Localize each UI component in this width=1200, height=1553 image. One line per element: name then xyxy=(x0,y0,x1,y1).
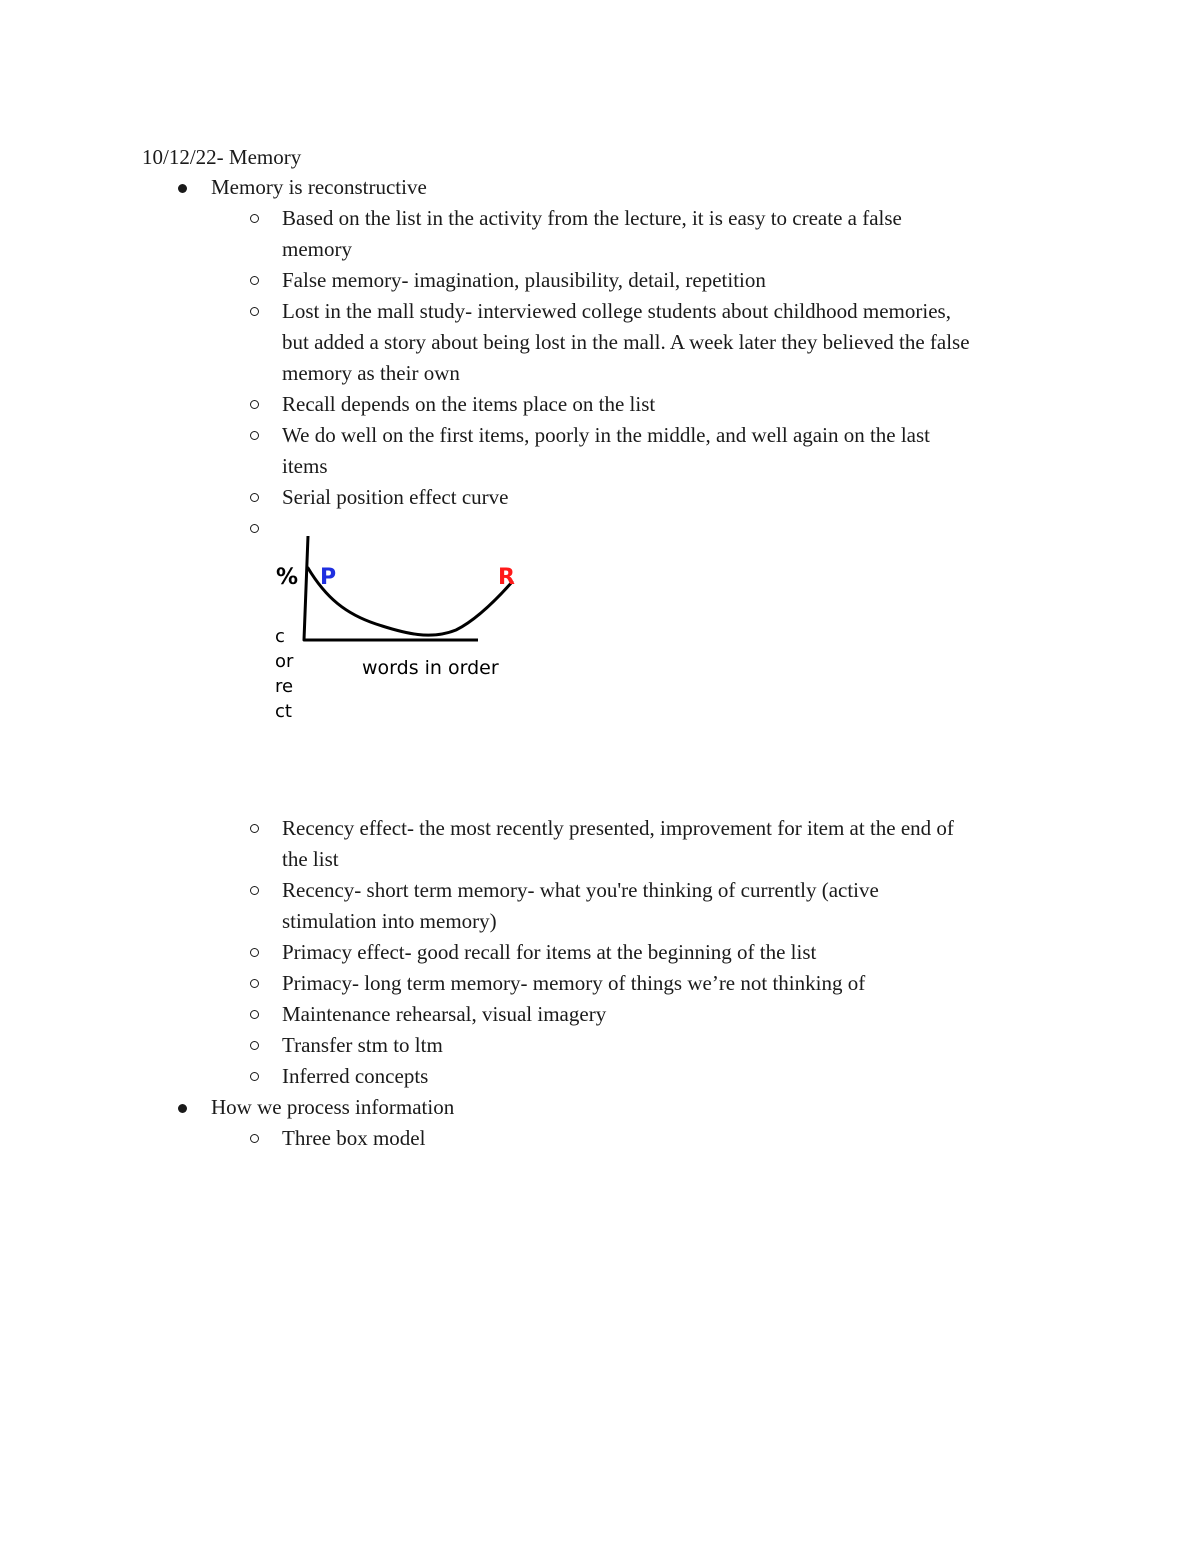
y-label-line: c xyxy=(275,626,285,647)
list-item: We do well on the first items, poorly in the middle, and well again on the last xyxy=(282,423,931,447)
list-item: Three box model xyxy=(282,1126,426,1150)
x-axis-label: words in order xyxy=(362,657,499,679)
circle-bullet-icon xyxy=(250,1010,259,1019)
circle-bullet-icon xyxy=(250,948,259,957)
list-item: Based on the list in the activity from the lecture, it is easy to create a false xyxy=(282,206,902,230)
circle-bullet-icon xyxy=(250,979,259,988)
list-item: Recall depends on the items place on the list xyxy=(282,392,656,416)
list-item-continuation: stimulation into memory) xyxy=(282,909,497,933)
circle-bullet-icon xyxy=(250,276,259,285)
circle-bullet-icon xyxy=(250,1134,259,1143)
y-label-line: ct xyxy=(275,701,292,722)
circle-bullet-icon xyxy=(250,493,259,502)
serial-position-curve xyxy=(308,568,512,635)
circle-bullet-icon xyxy=(250,1072,259,1081)
section-heading-memory: Memory is reconstructive xyxy=(211,175,427,199)
percent-label: % xyxy=(276,565,299,590)
list-item: Primacy- long term memory- memory of things we’re not thinking of xyxy=(282,971,866,995)
primacy-marker: P xyxy=(320,565,337,590)
list-item: Primacy effect- good recall for items at the beginning of the list xyxy=(282,940,817,964)
list-item: Transfer stm to ltm xyxy=(282,1033,443,1057)
list-item: Lost in the mall study- interviewed college students about childhood memories, xyxy=(282,299,951,323)
serial-position-sketch xyxy=(266,530,526,730)
bullet-icon xyxy=(178,1104,187,1113)
circle-bullet-icon xyxy=(250,214,259,223)
list-item: False memory- imagination, plausibility, detail, repetition xyxy=(282,268,766,292)
list-item-continuation: items xyxy=(282,454,328,478)
section-heading-process: How we process information xyxy=(211,1095,455,1119)
list-item-continuation: memory as their own xyxy=(282,361,460,385)
list-item-continuation: the list xyxy=(282,847,339,871)
circle-bullet-icon xyxy=(250,886,259,895)
y-label-line: re xyxy=(275,676,294,697)
list-item: Recency effect- the most recently presented, improvement for item at the end of xyxy=(282,816,954,840)
list-item-continuation: memory xyxy=(282,237,352,261)
list-item: Maintenance rehearsal, visual imagery xyxy=(282,1002,607,1026)
circle-bullet-icon xyxy=(250,1041,259,1050)
circle-bullet-icon xyxy=(250,524,259,533)
circle-bullet-icon xyxy=(250,400,259,409)
note-title: 10/12/22- Memory xyxy=(142,145,302,169)
recency-marker: R xyxy=(498,565,515,590)
y-label-line: or xyxy=(275,651,294,672)
list-item: Recency- short term memory- what you're thinking of currently (active xyxy=(282,878,879,902)
list-item: Inferred concepts xyxy=(282,1064,429,1088)
bullet-icon xyxy=(178,184,187,193)
circle-bullet-icon xyxy=(250,824,259,833)
list-item-continuation: but added a story about being lost in the mall. A week later they believed the false xyxy=(282,330,970,354)
list-item: Serial position effect curve xyxy=(282,485,509,509)
circle-bullet-icon xyxy=(250,431,259,440)
circle-bullet-icon xyxy=(250,307,259,316)
